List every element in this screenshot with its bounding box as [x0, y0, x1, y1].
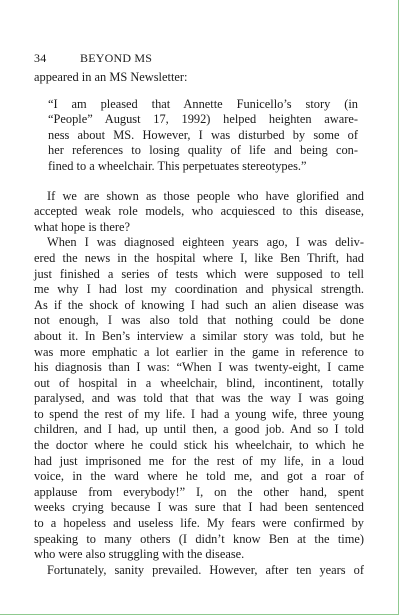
quote-line: fined to a wheelchair. This perpetuates stereotypes.” [48, 158, 307, 173]
intro-line: appeared in an MS Newsletter: [34, 70, 188, 84]
paragraph-line: weeks crying because I was sure that I had been sentenced [34, 500, 364, 515]
paragraph-1 [34, 189, 364, 236]
paragraph-line: As if the shock of knowing I had such an alien disease was [34, 297, 364, 312]
block-quote [48, 97, 358, 175]
paragraph-line: speaking to many others (I didn’t know Ben at the time) [34, 531, 364, 546]
paragraph-line: what hope is there? [34, 219, 130, 234]
running-header [34, 51, 152, 66]
paragraph-line: ered the news in the hospital where I, like Ben Thrift, had [34, 250, 364, 265]
page-number: 34 [34, 51, 47, 65]
paragraph-3 [34, 563, 364, 579]
paragraph-line: applause from everybody!” I, on the other hand, spent [34, 484, 364, 499]
paragraph-line: out of hospital in a wheelchair, blind, incontinent, totally [34, 375, 364, 390]
paragraph-line: me why I had lost my coordination and physical strength. [34, 282, 364, 297]
paragraph-line: his diagnosis than I was: “When I was twenty-eight, I came [34, 360, 364, 375]
paragraph-line: had just imprisoned me for the rest of my life, in a loud [34, 453, 364, 468]
paragraph-line: paralysed, and was told that that was the way I was going [34, 391, 364, 406]
paragraph-line: was more emphatic a lot earlier in the game in reference to [34, 344, 364, 359]
paragraph-line: who were also struggling with the disease. [34, 547, 245, 562]
quote-line: her references to losing quality of life and being con- [48, 143, 358, 158]
paragraph-line: Fortunately, sanity prevailed. However, after ten years of [47, 562, 364, 577]
paragraph-line: When I was diagnosed eighteen years ago, I was deliv- [47, 235, 364, 250]
paragraph-line: about it. In Ben’s interview a similar story was told, but he [34, 328, 364, 343]
paragraph-line: If we are shown as those people who have glorified and [47, 188, 364, 203]
paragraph-line: not enough, I was also told that nothing could be done [34, 313, 364, 328]
paragraph-line: children, and I had, up until then, a good job. And so I told [34, 422, 364, 437]
running-title: BEYOND MS [80, 51, 153, 65]
paragraph-line: the doctor where he could stick his wheelchair, to which he [34, 438, 364, 453]
paragraph-2 [34, 235, 364, 562]
quote-line: ness about MS. However, I was disturbed by some of [48, 127, 358, 142]
quote-line: “People” August 17, 1992) helped heighten aware- [48, 112, 358, 127]
paragraph-line: to spend the rest of my life. I had a young wife, three young [34, 406, 364, 421]
paragraph-line: accepted weak role models, who acquiesced to this disease, [34, 204, 364, 219]
paragraph-line: to a hopeless and useless life. My fears were confirmed by [34, 516, 364, 531]
paragraph-line: voice, in the ward where he told me, and got a roar of [34, 469, 364, 484]
quote-line: “I am pleased that Annette Funicello’s story (in [48, 96, 358, 111]
paragraph-line: just finished a series of tests which were supposed to tell [34, 266, 364, 281]
page-body [34, 70, 364, 578]
